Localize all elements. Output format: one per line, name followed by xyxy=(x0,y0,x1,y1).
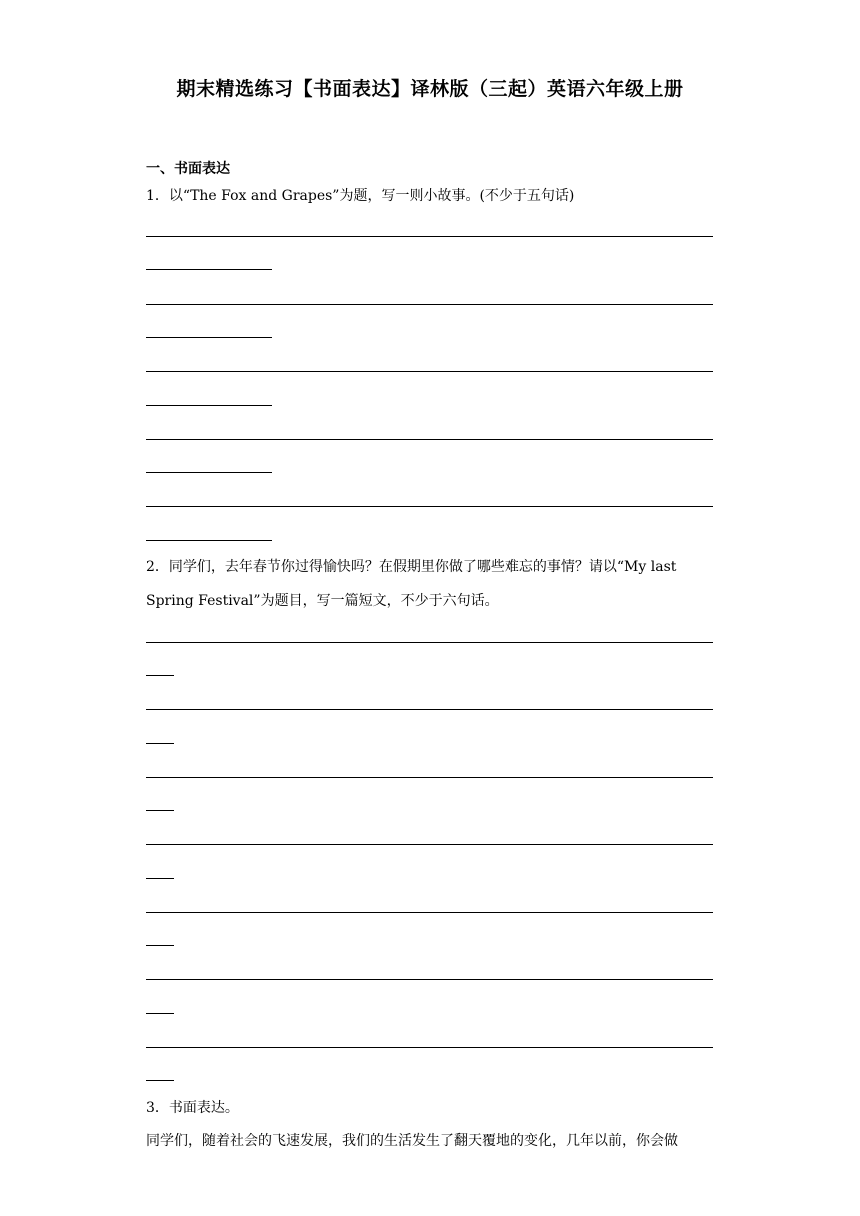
answer-line-continuation xyxy=(146,1013,174,1014)
answer-line-continuation xyxy=(146,743,174,744)
answer-line xyxy=(146,979,713,980)
answer-line xyxy=(146,506,713,507)
answer-line-continuation xyxy=(146,405,272,406)
question-3-prompt-line-1: 3．书面表达。 xyxy=(146,1100,239,1116)
answer-line xyxy=(146,236,713,237)
question-1-prompt: 1．以“The Fox and Grapes”为题，写一则小故事。(不少于五句话) xyxy=(146,188,575,204)
answer-line xyxy=(146,371,713,372)
question-3-prompt-line-2: 同学们，随着社会的飞速发展，我们的生活发生了翻天覆地的变化，几年以前，你会做 xyxy=(146,1133,678,1149)
answer-line xyxy=(146,777,713,778)
answer-line xyxy=(146,709,713,710)
answer-line-continuation xyxy=(146,269,272,270)
question-2-prompt-line-1: 2．同学们，去年春节你过得愉快吗？在假期里你做了哪些难忘的事情？请以“My last xyxy=(146,559,677,575)
section-heading: 一、书面表达 xyxy=(146,161,230,177)
answer-line xyxy=(146,1047,713,1048)
answer-line xyxy=(146,304,713,305)
question-2-prompt-line-2: Spring Festival”为题目，写一篇短文，不少于六句话。 xyxy=(146,593,499,609)
answer-line xyxy=(146,439,713,440)
answer-line-continuation xyxy=(146,337,272,338)
answer-line-continuation xyxy=(146,472,272,473)
answer-line-continuation xyxy=(146,945,174,946)
answer-line-continuation xyxy=(146,810,174,811)
answer-line-continuation xyxy=(146,1080,174,1081)
answer-line-continuation xyxy=(146,878,174,879)
answer-line-continuation xyxy=(146,675,174,676)
answer-line xyxy=(146,912,713,913)
page-title: 期末精选练习【书面表达】译林版（三起）英语六年级上册 xyxy=(176,78,684,100)
answer-line xyxy=(146,844,713,845)
answer-line xyxy=(146,642,713,643)
answer-line-continuation xyxy=(146,540,272,541)
